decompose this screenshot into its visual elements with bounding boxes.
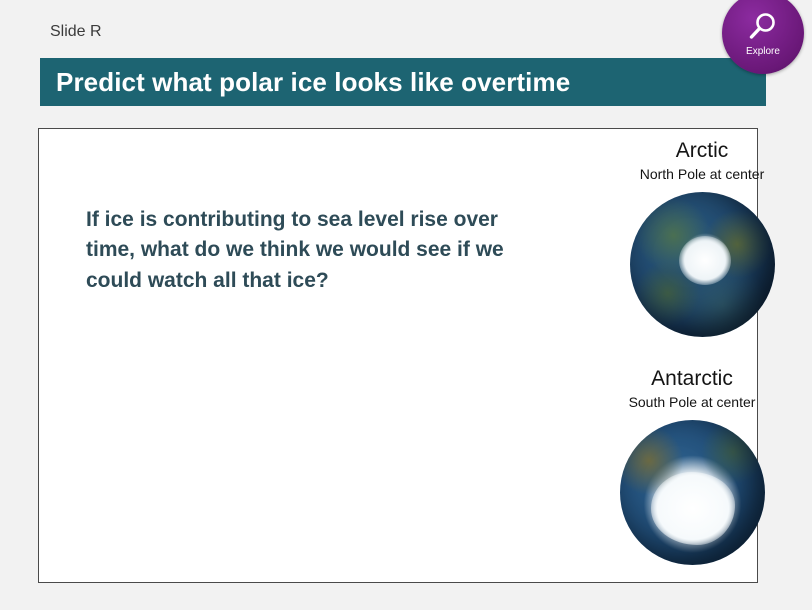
page-title: Predict what polar ice looks like overtime — [56, 66, 571, 97]
antarctic-globe-image — [620, 420, 765, 565]
arctic-heading: Arctic — [675, 139, 729, 162]
slide-label: Slide R — [50, 23, 102, 40]
slide-content-box — [38, 128, 765, 583]
prompt-question: If ice is contributing to sea level rise over time, what do we think we would see if we could watch all that ice? — [86, 208, 504, 292]
antarctic-globe-block — [577, 367, 807, 565]
arctic-globe-image — [630, 192, 775, 337]
slide-title-bar — [40, 58, 766, 106]
antarctic-subheading: South Pole at center — [628, 394, 756, 411]
arctic-subheading: North Pole at center — [639, 166, 765, 183]
explore-badge-label: Explore — [746, 45, 780, 57]
antarctic-heading: Antarctic — [651, 367, 733, 390]
explore-badge[interactable] — [722, 0, 804, 74]
arctic-globe-block — [587, 139, 812, 337]
magnifier-icon — [746, 10, 780, 44]
